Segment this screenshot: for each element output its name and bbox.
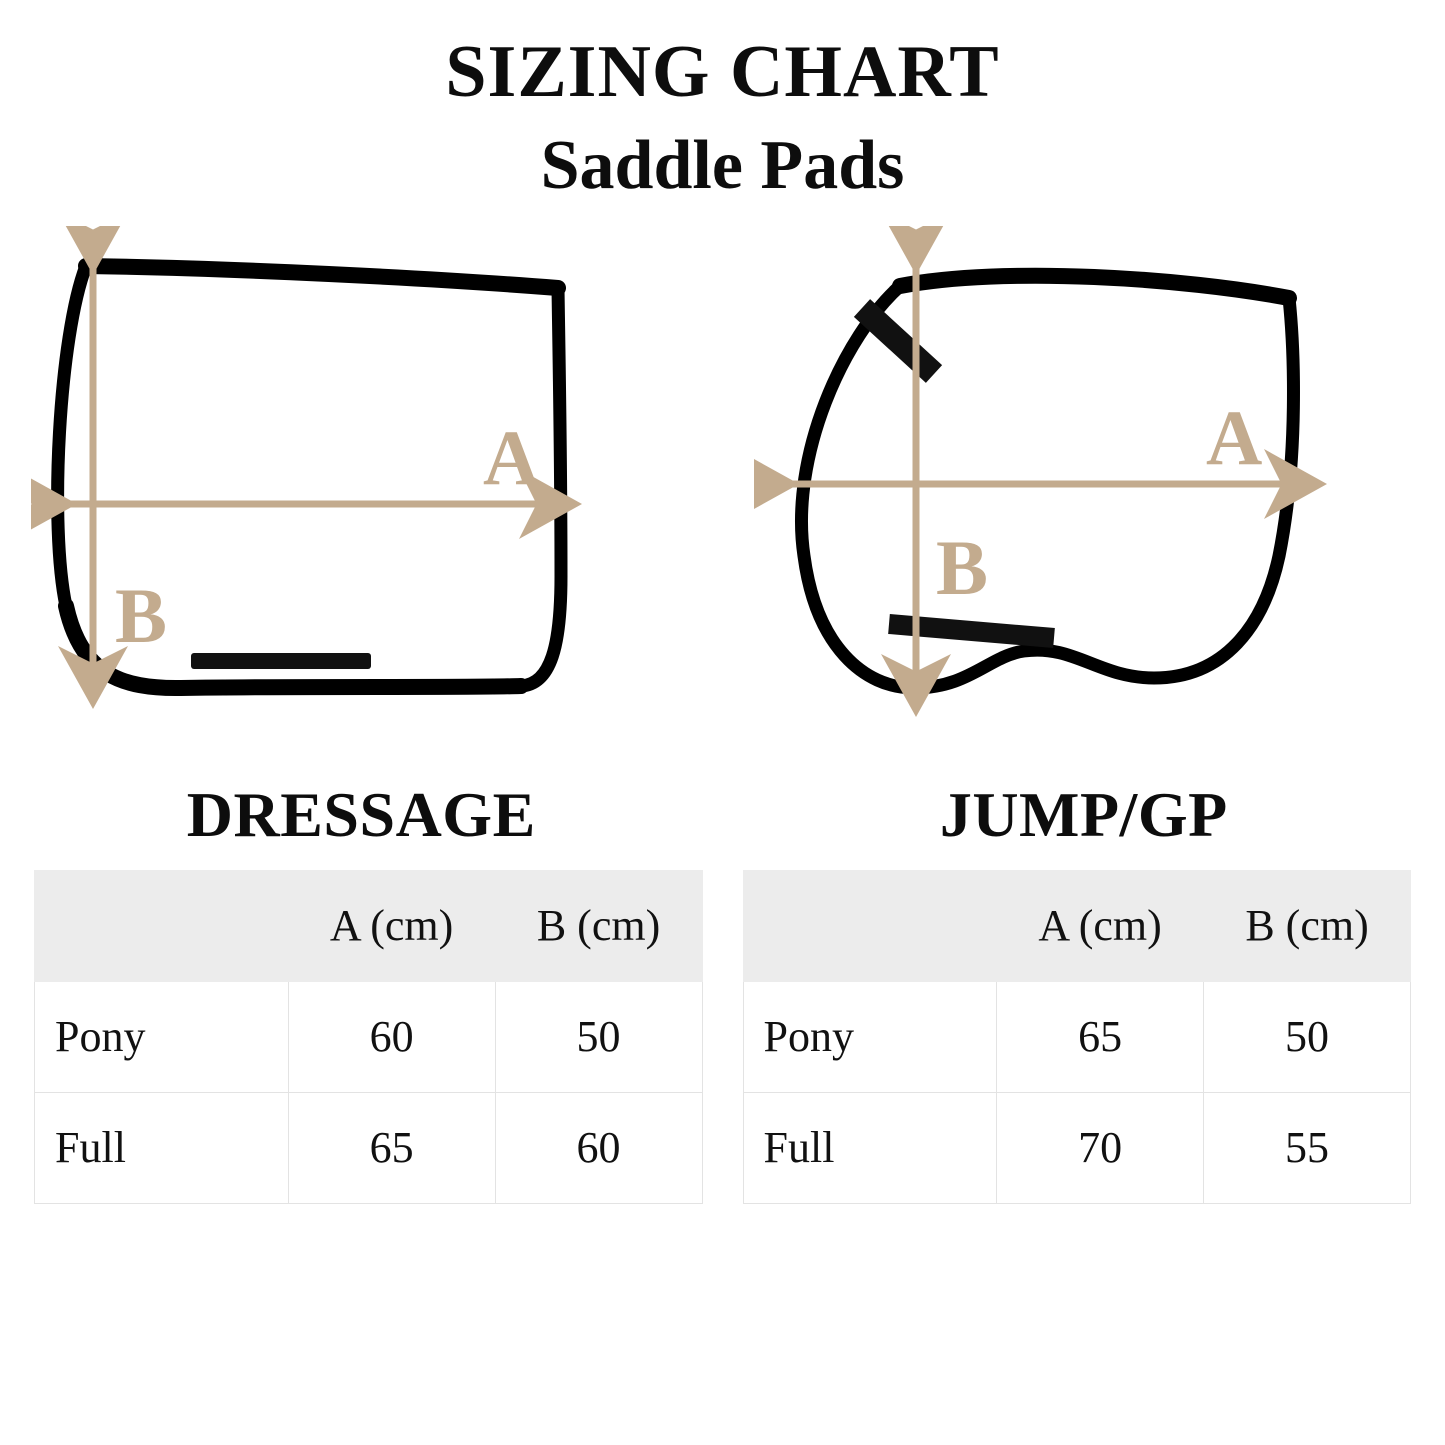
dressage-col-size xyxy=(35,870,289,981)
table-row xyxy=(35,981,703,1092)
dressage-label-a: A xyxy=(483,413,540,501)
dressage-row-full-label: Full xyxy=(35,1092,289,1203)
section-heading-dressage: DRESSAGE xyxy=(186,778,536,850)
jump-gp-size-table xyxy=(743,870,1412,1204)
dressage-strap-icon xyxy=(191,653,371,669)
jump-gp-row-pony-b: 50 xyxy=(1204,981,1411,1092)
dressage-table-wrap xyxy=(34,870,703,1204)
dressage-size-table xyxy=(34,870,703,1204)
dressage-row-full-b: 60 xyxy=(495,1092,702,1203)
table-row xyxy=(743,981,1411,1092)
page-subtitle: Saddle Pads xyxy=(540,126,905,204)
jump-gp-row-full-b: 55 xyxy=(1204,1092,1411,1203)
jump-gp-col-b: B (cm) xyxy=(1204,870,1411,981)
jump-gp-label-b: B xyxy=(935,523,988,611)
jump-gp-col-a: A (cm) xyxy=(997,870,1204,981)
dressage-col-a: A (cm) xyxy=(288,870,495,981)
jump-gp-col-size xyxy=(743,870,997,981)
jump-gp-row-pony-label: Pony xyxy=(743,981,997,1092)
dressage-diagram-cell xyxy=(0,226,723,756)
jump-gp-label-a: A xyxy=(1205,393,1263,481)
table-row xyxy=(35,1092,703,1203)
dressage-row-pony-label: Pony xyxy=(35,981,289,1092)
jump-gp-row-pony-a: 65 xyxy=(997,981,1204,1092)
diagram-row xyxy=(0,226,1445,756)
jump-gp-table-wrap xyxy=(743,870,1412,1204)
table-row xyxy=(743,1092,1411,1203)
jump-gp-row-full-label: Full xyxy=(743,1092,997,1203)
dressage-row-pony-b: 50 xyxy=(495,981,702,1092)
jump-gp-row-full-a: 70 xyxy=(997,1092,1204,1203)
dressage-col-b: B (cm) xyxy=(495,870,702,981)
page-title: SIZING CHART xyxy=(445,31,1000,113)
table-header-row xyxy=(743,870,1411,981)
jump-gp-diagram-cell xyxy=(723,226,1445,756)
dressage-label-b: B xyxy=(115,571,168,659)
section-headings xyxy=(0,778,1445,852)
title-block xyxy=(0,0,1445,208)
tables-row xyxy=(0,870,1445,1204)
section-heading-jump-gp: JUMP/GP xyxy=(939,778,1228,850)
table-header-row xyxy=(35,870,703,981)
dressage-row-full-a: 65 xyxy=(288,1092,495,1203)
dressage-row-pony-a: 60 xyxy=(288,981,495,1092)
